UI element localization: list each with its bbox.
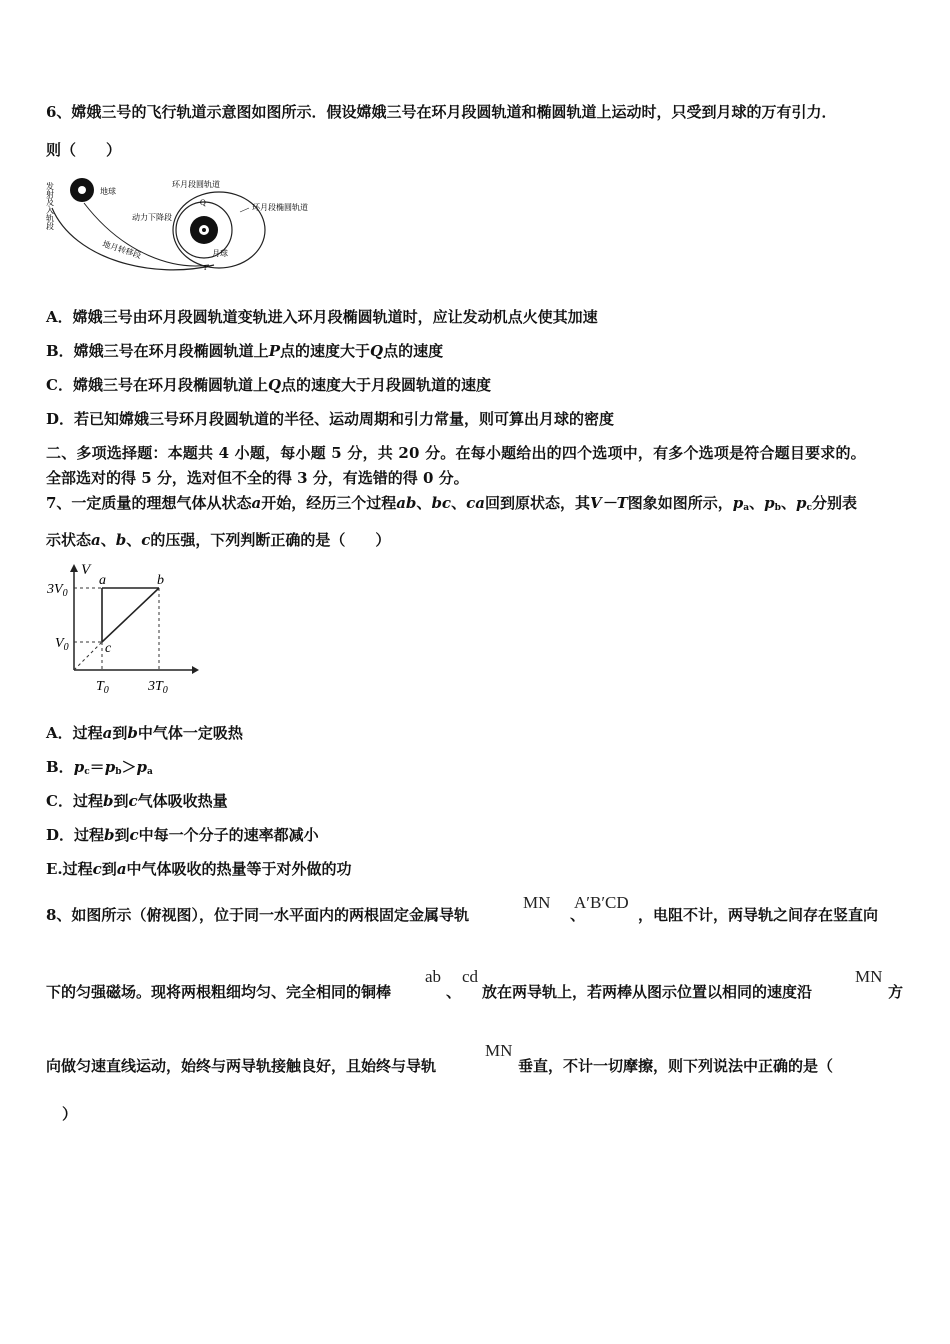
graph-point-c: c [105,641,112,656]
q6-option-c-text: C．嫦娥三号在环月段椭圆轨道上 [46,376,268,394]
q6-stem-line1: 6、嫦娥三号的飞行轨道示意图如图所示．假设嫦娥三号在环月段圆轨道和椭圆轨道上运动时，只受到月球的万有引力． [46,103,837,121]
q8-formula-mn-3: MN [485,1041,513,1060]
q7-opte-1: E.过程 [46,860,93,878]
q7-stem-line2 [46,530,390,550]
q8-formula-cd: cd [462,967,479,986]
q7-optb-pa-sub: a [147,767,153,777]
q7-opta-3: 中气体一定吸热 [137,724,243,742]
q7-vt-graph [44,560,204,700]
process-bc [102,588,159,642]
q8-line3-b: 垂直，不计一切摩擦，则下列说法中正确的是（ [518,1057,834,1075]
q7-option-b [46,757,153,782]
figure-label-earth: 地球 [100,187,116,196]
q7-opta-b: b [127,724,138,742]
figure-label-p: P [204,264,208,272]
q6-option-b-q: Q [369,342,384,360]
q7-option-c [46,791,228,811]
q6-option-b [46,341,443,361]
q7-l2-c: c [141,531,151,549]
q7-pb-sub: b [774,503,781,513]
q7-sep3: 、 [749,494,765,512]
q8-line2-c: 方 [888,983,904,1001]
q7-optb-gt: ＞ [121,758,137,776]
q8-formula-mn-1: MN [523,893,551,912]
q7-optb-pa: p [136,758,147,776]
graph-3t0: $3T_0$ [148,679,168,696]
q7-optb-pb: p [104,758,116,776]
q7-vt: V－T [589,494,628,512]
q8-line2-a: 下的匀强磁场。现将两根粗细均匀、完全相同的铜棒 [46,983,392,1001]
q7-sep2: 、 [451,494,467,512]
q7-l2-sep2: 、 [126,531,142,549]
q7-option-a [46,723,243,743]
q8-line1-a: 8、如图所示（俯视图），位于同一水平面内的两根固定金属导轨 [46,906,469,924]
graph-point-b: b [157,573,164,588]
q7-l2-b: b [115,531,127,549]
q6-option-a: A．嫦娥三号由环月段圆轨道变轨进入环月段椭圆轨道时，应让发动机点火使其加速 [46,308,598,326]
q7-optc-c: c [128,792,138,810]
graph-v0: $V_0$ [55,636,69,653]
q7-optc-b: b [102,792,114,810]
q7-pc-sub: c [806,503,812,513]
q7-opte-a: a [116,860,127,878]
q8-line1-sep: 、 [570,906,586,924]
section2-line2: 全部选对的得 5 分，选对但不全的得 3 分，有选错的得 0 分。 [46,469,469,487]
q7-pb-p: p [764,494,775,512]
figure-label-transfer: 地月转移段 [101,239,143,261]
graph-3v0: $3V_0$ [47,582,68,599]
q6-option-d: D．若已知嫦娥三号环月段圆轨道的半径、运动周期和引力常量，则可算出月球的密度 [46,410,615,428]
q7-opta-2: 到 [112,724,128,742]
q7-l2b: 的压强，下列判断正确的是（ ） [150,531,391,549]
q7-option-d [46,825,319,845]
q7-optd-2: 到 [114,826,130,844]
q7-option-e [46,859,352,879]
q7-s5: 分别表 [811,494,857,512]
q8-line3-a: 向做匀速直线运动，始终与两导轨接触良好，且始终与导轨 [46,1057,437,1075]
figure-label-moon: 月球 [212,249,228,258]
figure-label-launch: 发射及入轨段 [45,182,55,230]
q7-s4: 图象如图所示， [627,494,733,512]
q7-optc-2: 到 [113,792,129,810]
q7-opta-a: a [102,724,113,742]
graph-t0: $T_0$ [96,679,109,696]
figure-label-descent: 动力下降段 [132,213,172,222]
q7-s3: 回到原状态，其 [484,494,590,512]
q7-optb-1: B． [46,758,74,776]
q7-opte-c: c [92,860,102,878]
q7-optc-1: C．过程 [46,792,103,810]
q7-sep4: 、 [780,494,796,512]
q6-option-b-p: P [268,342,280,360]
q7-optd-c: c [129,826,139,844]
q8-formula-ab: ab [425,967,442,986]
q6-option-c-end: 点的速度大于月段圆轨道的速度 [281,376,492,394]
q7-l2a: 示状态 [46,531,92,549]
q7-optb-pb-sub: b [115,767,122,777]
q7-s2: 开始，经历三个过程 [261,494,397,512]
q8-line4: ） [62,1105,78,1123]
q7-optd-1: D．过程 [46,826,105,844]
q7-sep1: 、 [416,494,432,512]
q7-optb-eq: ＝ [89,758,105,776]
q7-pa-p: p [732,494,744,512]
q6-option-b-end: 点的速度 [383,342,444,360]
q7-a: a [251,494,262,512]
q6-option-c-q: Q [267,376,282,394]
q8-line2-sep: 、 [446,983,462,1001]
q8-formula-abcd: A′B′CD [574,893,629,912]
q6-option-c [46,375,491,395]
graph-axis-v: V [81,562,91,578]
q7-opte-2: 到 [101,860,117,878]
q8-formula-mn-2: MN [855,967,883,986]
q7-l2-a: a [91,531,101,549]
q6-option-b-mid: 点的速度大于 [279,342,370,360]
q7-bc: bc [431,494,452,512]
q7-s1: 7、一定质量的理想气体从状态 [46,494,252,512]
q7-opta-1: A．过程 [46,724,103,742]
q7-ca: ca [466,494,485,512]
figure-label-ellipse-orbit: 环月段椭圆轨道 [252,203,308,212]
q7-optd-b: b [104,826,115,844]
figure-label-circle-orbit: 环月段圆轨道 [172,180,220,189]
q7-stem-line1 [46,493,857,518]
q7-l2-sep1: 、 [100,531,116,549]
q6-orbit-figure [44,170,314,278]
q7-optd-3: 中每一个分子的速率都减小 [138,826,319,844]
q7-pc-p: p [795,494,807,512]
figure-label-q: Q [200,198,206,207]
q7-pa-sub: a [743,503,750,513]
q6-stem-line2: 则（ ） [46,141,122,159]
q7-optc-3: 气体吸收热量 [137,792,228,810]
q6-option-b-text: B．嫦娥三号在环月段椭圆轨道上 [46,342,269,360]
q7-optb-pc-sub: c [84,767,90,777]
q8-line1-b: ，电阻不计，两导轨之间存在竖直向 [638,906,879,924]
section2-line1: 二、多项选择题：本题共 4 小题，每小题 5 分，共 20 分。在每小题给出的四个选项中，有多个选项是符合题目要求的。 [46,444,866,462]
q8-line2-b: 放在两导轨上，若两棒从图示位置以相同的速度沿 [482,983,813,1001]
q7-opte-3: 中气体吸收的热量等于对外做的功 [126,860,352,878]
q7-ab: ab [396,494,417,512]
graph-point-a: a [99,573,106,588]
q7-optb-pc: p [73,758,85,776]
